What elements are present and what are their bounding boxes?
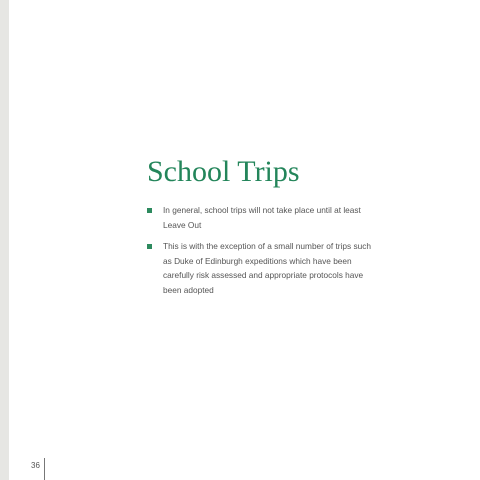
square-bullet-icon <box>147 208 152 213</box>
bullet-text: In general, school trips will not take place until at least Leave Out <box>163 205 361 230</box>
bullet-list <box>147 203 377 304</box>
page-title: School Trips <box>147 155 300 188</box>
bullet-item <box>147 203 377 232</box>
page-number: 36 <box>31 461 40 470</box>
bullet-text: This is with the exception of a small number of trips such as Duke of Edinburgh expeditions which have been carefully risk assessed and appropriate protocols have been adopted <box>163 241 371 295</box>
page-spine-edge <box>0 0 9 480</box>
bullet-item <box>147 239 377 297</box>
page-number-divider <box>44 458 45 480</box>
square-bullet-icon <box>147 244 152 249</box>
